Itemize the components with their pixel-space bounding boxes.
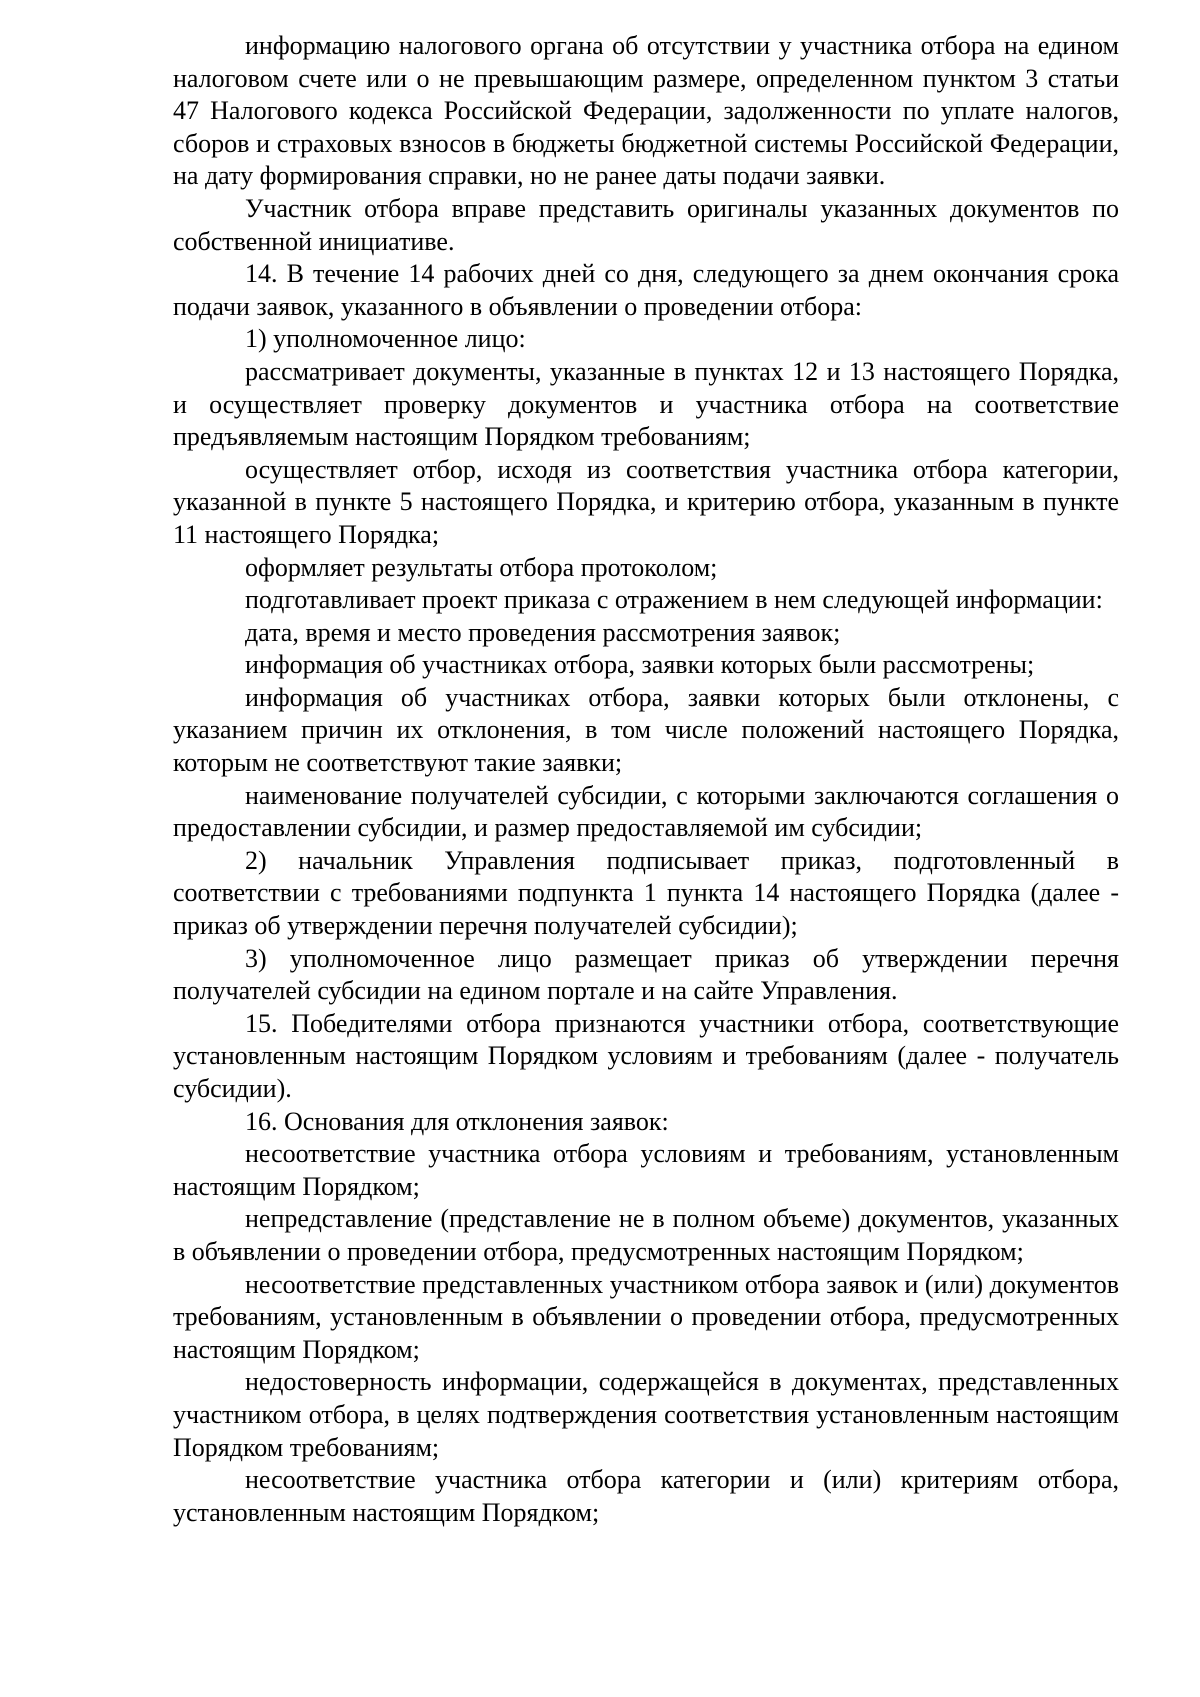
paragraph-14-2: 2) начальник Управления подписывает приказ, подготовленный в соответствии с требованиями подпункта 1 пункта 14 настоящего Порядка (далее - приказ об утверждении перечня получателей субсидии); (173, 845, 1119, 941)
paragraph-reject-noncompliance: несоответствие представленных участником отбора заявок и (или) документов требованиям, установленным в объявлении о проведении отбора, предусмотренных настоящим Порядком; (173, 1269, 1119, 1364)
paragraph-date-time-place: дата, время и место проведения рассмотрения заявок; (245, 617, 841, 647)
paragraph-reject-unreliable: недостоверность информации, содержащейся в документах, представленных участником отбора, в целях подтверждения соответствия установленным настоящим Порядком требованиям; (173, 1367, 1119, 1462)
paragraph-draft-order: подготавливает проект приказа с отражением в нем следующей информации: (245, 585, 1103, 615)
paragraph-protocol: оформляет результаты отбора протоколом; (245, 552, 718, 582)
paragraph-rejected-applications: информация об участниках отбора, заявки которых были отклонены, с указанием причин их отклонения, в том числе положений настоящего Порядка, которым не соответствуют такие заявки; (173, 682, 1119, 778)
paragraph-clause-16: 16. Основания для отклонения заявок: (245, 1106, 669, 1136)
paragraph-performs-selection: осуществляет отбор, исходя из соответствия участника отбора категории, указанной в пункте 5 настоящего Порядка, и критерию отбора, указанным в пункте 11 настоящего Порядка; (173, 454, 1119, 549)
paragraph-reviews-documents: рассматривает документы, указанные в пунктах 12 и 13 настоящего Порядка, и осуществляет проверку документов и участника отбора на соответствие предъявляемым настоящим Порядком требованиям; (173, 356, 1119, 452)
paragraph-clause-15: 15. Победителями отбора признаются участники отбора, соответствующие установленным настоящим Порядком условиям и требованиям (далее - получатель субсидии). (173, 1008, 1119, 1103)
paragraph-tax-info: информацию налогового органа об отсутствии у участника отбора на едином налоговом счете или о не превышающим размере, определенном пунктом 3 статьи 47 Налогового кодекса Российской Федерации, задолженности по уплате налогов, сборов и страховых взносов в бюджеты бюджетной системы Российской Федерации, на дату формирования справки, но не ранее даты подачи заявки. (173, 31, 1119, 191)
paragraph-reject-conditions: несоответствие участника отбора условиям и требованиям, установленным настоящим Порядком; (173, 1139, 1119, 1201)
paragraph-clause-14: 14. В течение 14 рабочих дней со дня, следующего за днем окончания срока подачи заявок, указанного в объявлении о проведении отбора: (173, 259, 1119, 321)
paragraph-reject-category: несоответствие участника отбора категории и (или) критериям отбора, установленным настоящим Порядком; (173, 1465, 1119, 1527)
paragraph-reviewed-applications: информация об участниках отбора, заявки которых были рассмотрены; (245, 650, 1035, 680)
paragraph-14-3: 3) уполномоченное лицо размещает приказ об утверждении перечня получателей субсидии на едином портале и на сайте Управления. (173, 943, 1119, 1006)
paragraph-recipients-names: наименование получателей субсидии, с которыми заключаются соглашения о предоставлении субсидии, и размер предоставляемой им субсидии; (173, 780, 1119, 843)
document-page (173, 30, 1119, 1529)
paragraph-originals: Участник отбора вправе представить оригиналы указанных документов по собственной инициативе. (173, 193, 1119, 256)
paragraph-reject-incomplete: непредставление (представление не в полном объеме) документов, указанных в объявлении о проведении отбора, предусмотренных настоящим Порядком; (173, 1204, 1119, 1266)
paragraph-14-1: 1) уполномоченное лицо: (245, 324, 526, 354)
